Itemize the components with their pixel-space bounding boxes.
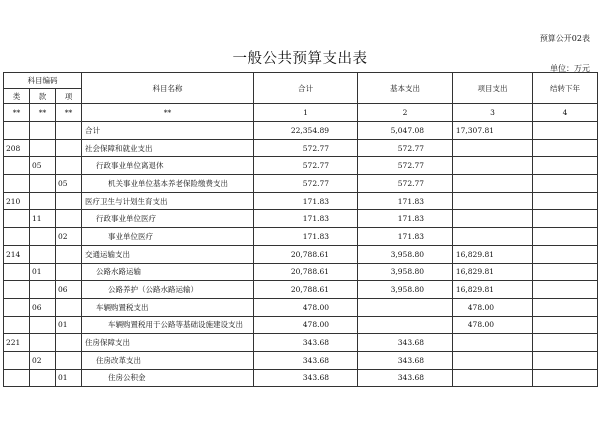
header-lei: 类 (4, 89, 30, 104)
total-cell: 343.68 (254, 369, 358, 387)
basic-cell: 5,047.08 (358, 122, 453, 140)
carry-cell (533, 228, 598, 246)
carry-cell (533, 122, 598, 140)
basic-cell: 343.68 (358, 369, 453, 387)
document-code: 预算公开02表 (539, 34, 590, 43)
total-cell: 22,354.89 (254, 122, 358, 140)
subject-name-cell: 机关事业单位基本养老保险缴费支出 (82, 175, 254, 193)
code-kuan-cell (30, 192, 56, 210)
code-xiang-cell (56, 298, 82, 316)
subject-name-cell: 合计 (82, 122, 254, 140)
subject-name-cell: 医疗卫生与计划生育支出 (82, 192, 254, 210)
table-row (4, 175, 598, 193)
basic-cell: 572.77 (358, 157, 453, 175)
project-cell (453, 351, 533, 369)
basic-cell: 171.83 (358, 192, 453, 210)
total-cell: 20,788.61 (254, 263, 358, 281)
total-cell: 572.77 (254, 157, 358, 175)
subject-name-cell: 车辆购置税支出 (82, 298, 254, 316)
table-row (4, 192, 598, 210)
table-row (4, 157, 598, 175)
code-xiang-cell: 01 (56, 369, 82, 387)
code-lei-cell (4, 157, 30, 175)
carry-cell (533, 351, 598, 369)
subject-name-cell: 公路养护（公路水路运输） (82, 281, 254, 299)
code-kuan-cell (30, 316, 56, 334)
marker-cell: 4 (533, 104, 598, 122)
project-cell: 17,307.81 (453, 122, 533, 140)
total-cell: 478.00 (254, 316, 358, 334)
code-xiang-cell: 06 (56, 281, 82, 299)
carry-cell (533, 139, 598, 157)
basic-cell: 171.83 (358, 228, 453, 246)
subject-name-cell: 公路水路运输 (82, 263, 254, 281)
total-cell: 343.68 (254, 334, 358, 352)
total-cell: 20,788.61 (254, 281, 358, 299)
code-lei-cell: 221 (4, 334, 30, 352)
project-cell (453, 210, 533, 228)
table-row (4, 298, 598, 316)
code-xiang-cell (56, 192, 82, 210)
carry-cell (533, 298, 598, 316)
total-cell: 171.83 (254, 228, 358, 246)
table-row (4, 369, 598, 387)
project-cell (453, 228, 533, 246)
table-row (4, 281, 598, 299)
carry-cell (533, 192, 598, 210)
code-lei-cell (4, 228, 30, 246)
header-name: 科目名称 (82, 73, 254, 104)
total-cell: 171.83 (254, 192, 358, 210)
basic-cell: 171.83 (358, 210, 453, 228)
subject-name-cell: 事业单位医疗 (82, 228, 254, 246)
code-lei-cell (4, 122, 30, 140)
table-row (4, 245, 598, 263)
basic-cell (358, 298, 453, 316)
code-lei-cell: 210 (4, 192, 30, 210)
carry-cell (533, 245, 598, 263)
code-lei-cell (4, 316, 30, 334)
header-project: 项目支出 (453, 73, 533, 104)
marker-cell: 3 (453, 104, 533, 122)
total-cell: 20,788.61 (254, 245, 358, 263)
subject-name-cell: 行政事业单位离退休 (82, 157, 254, 175)
project-cell: 16,829.81 (453, 263, 533, 281)
marker-row (4, 104, 598, 122)
code-xiang-cell (56, 157, 82, 175)
project-cell (453, 157, 533, 175)
marker-cell: ** (4, 104, 30, 122)
project-cell (453, 369, 533, 387)
code-xiang-cell (56, 139, 82, 157)
unit-label: 单位：万元 (550, 64, 590, 73)
code-xiang-cell: 01 (56, 316, 82, 334)
code-xiang-cell (56, 245, 82, 263)
code-lei-cell (4, 210, 30, 228)
subject-name-cell: 交通运输支出 (82, 245, 254, 263)
table-row (4, 139, 598, 157)
basic-cell: 3,958.80 (358, 281, 453, 299)
code-lei-cell: 208 (4, 139, 30, 157)
code-kuan-cell (30, 139, 56, 157)
code-kuan-cell (30, 334, 56, 352)
subject-name-cell: 行政事业单位医疗 (82, 210, 254, 228)
code-kuan-cell: 06 (30, 298, 56, 316)
marker-cell: ** (82, 104, 254, 122)
project-cell (453, 175, 533, 193)
code-xiang-cell (56, 210, 82, 228)
code-lei-cell (4, 298, 30, 316)
carry-cell (533, 263, 598, 281)
carry-cell (533, 175, 598, 193)
table-row (4, 263, 598, 281)
header-basic: 基本支出 (358, 73, 453, 104)
page-title: 一般公共预算支出表 (232, 51, 368, 67)
total-cell: 572.77 (254, 139, 358, 157)
code-kuan-cell: 05 (30, 157, 56, 175)
code-xiang-cell (56, 122, 82, 140)
project-cell: 478.00 (453, 298, 533, 316)
carry-cell (533, 316, 598, 334)
budget-table (3, 72, 598, 387)
carry-cell (533, 369, 598, 387)
code-xiang-cell: 02 (56, 228, 82, 246)
code-lei-cell (4, 351, 30, 369)
header-kuan: 款 (30, 89, 56, 104)
header-xiang: 项 (56, 89, 82, 104)
marker-cell: 2 (358, 104, 453, 122)
table-row (4, 351, 598, 369)
project-cell: 16,829.81 (453, 281, 533, 299)
subject-name-cell: 住房保障支出 (82, 334, 254, 352)
code-lei-cell (4, 281, 30, 299)
subject-name-cell: 社会保障和就业支出 (82, 139, 254, 157)
basic-cell (358, 316, 453, 334)
total-cell: 572.77 (254, 175, 358, 193)
code-kuan-cell: 01 (30, 263, 56, 281)
table-row (4, 316, 598, 334)
code-lei-cell: 214 (4, 245, 30, 263)
basic-cell: 572.77 (358, 175, 453, 193)
code-lei-cell (4, 263, 30, 281)
project-cell (453, 192, 533, 210)
marker-cell: ** (56, 104, 82, 122)
project-cell: 16,829.81 (453, 245, 533, 263)
basic-cell: 343.68 (358, 334, 453, 352)
project-cell (453, 139, 533, 157)
code-xiang-cell (56, 263, 82, 281)
code-kuan-cell (30, 245, 56, 263)
basic-cell: 3,958.80 (358, 263, 453, 281)
code-kuan-cell (30, 122, 56, 140)
carry-cell (533, 334, 598, 352)
code-kuan-cell (30, 175, 56, 193)
project-cell (453, 334, 533, 352)
code-lei-cell (4, 175, 30, 193)
table-row (4, 228, 598, 246)
table-row (4, 334, 598, 352)
total-cell: 171.83 (254, 210, 358, 228)
carry-cell (533, 281, 598, 299)
total-cell: 478.00 (254, 298, 358, 316)
basic-cell: 572.77 (358, 139, 453, 157)
code-kuan-cell: 02 (30, 351, 56, 369)
subject-name-cell: 住房公积金 (82, 369, 254, 387)
marker-cell: ** (30, 104, 56, 122)
code-xiang-cell (56, 334, 82, 352)
carry-cell (533, 157, 598, 175)
project-cell: 478.00 (453, 316, 533, 334)
code-xiang-cell (56, 351, 82, 369)
basic-cell: 343.68 (358, 351, 453, 369)
table-row (4, 210, 598, 228)
marker-cell: 1 (254, 104, 358, 122)
carry-cell (533, 210, 598, 228)
subject-name-cell: 车辆购置税用于公路等基础设施建设支出 (82, 316, 254, 334)
code-kuan-cell (30, 369, 56, 387)
total-cell: 343.68 (254, 351, 358, 369)
header-total: 合计 (254, 73, 358, 104)
code-kuan-cell (30, 281, 56, 299)
code-xiang-cell: 05 (56, 175, 82, 193)
code-kuan-cell: 11 (30, 210, 56, 228)
subject-name-cell: 住房改革支出 (82, 351, 254, 369)
header-carry: 结转下年 (533, 73, 598, 104)
code-kuan-cell (30, 228, 56, 246)
table-row (4, 122, 598, 140)
code-lei-cell (4, 369, 30, 387)
basic-cell: 3,958.80 (358, 245, 453, 263)
header-code-group: 科目编码 (4, 73, 82, 89)
